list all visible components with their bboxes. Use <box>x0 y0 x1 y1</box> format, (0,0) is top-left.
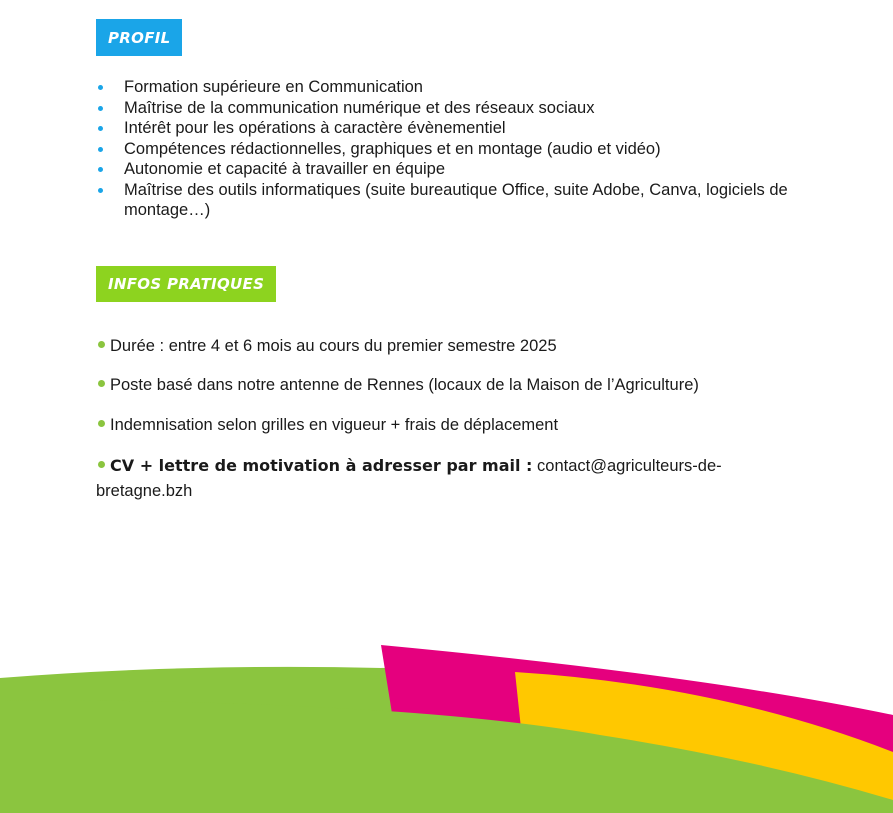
list-item <box>96 180 796 221</box>
infos-item-text: Indemnisation selon grilles en vigueur + frais de déplacement <box>110 416 559 434</box>
infos-item-cv <box>96 453 746 504</box>
bullet-icon <box>98 420 105 427</box>
list-item-text: Autonomie et capacité à travailler en équipe <box>124 160 446 178</box>
contact-email-link[interactable]: contact@agriculteurs-de-bretagne.bzh <box>96 457 722 500</box>
list-item-text: Maîtrise de la communication numérique et des réseaux sociaux <box>124 98 595 117</box>
infos-heading-text: INFOS PRATIQUES <box>108 275 265 293</box>
bullet-icon <box>98 126 103 131</box>
infos-item-poste <box>96 373 796 397</box>
bullet-icon <box>98 461 105 468</box>
decorative-waves <box>0 640 893 813</box>
profil-list <box>96 77 796 221</box>
bullet-icon <box>98 167 103 172</box>
list-item-text: Maîtrise des outils informatiques (suite bureautique Office, suite Adobe, Canva, logiciels de montage…) <box>124 180 788 219</box>
infos-item-indemnisation <box>96 413 796 437</box>
list-item <box>96 139 796 160</box>
profil-heading-text: PROFIL <box>108 28 171 47</box>
list-item-text: Intérêt pour les opérations à caractère évènementiel <box>124 119 506 137</box>
bullet-icon <box>98 147 103 152</box>
cv-label: CV + lettre de motivation à adresser par mail : <box>110 456 533 475</box>
list-item-text: Compétences rédactionnelles, graphiques et en montage (audio et vidéo) <box>124 139 661 158</box>
infos-heading <box>96 266 276 302</box>
infos-item-text: Durée : entre 4 et 6 mois au cours du premier semestre 2025 <box>110 337 557 355</box>
list-item <box>96 118 796 139</box>
bullet-icon <box>98 85 103 90</box>
profil-heading <box>96 19 182 56</box>
bullet-icon <box>98 188 103 193</box>
list-item <box>96 77 796 98</box>
infos-item-duree <box>96 334 796 358</box>
list-item <box>96 159 796 180</box>
bullet-icon <box>98 341 105 348</box>
bullet-icon <box>98 380 105 387</box>
list-item-text: Formation supérieure en Communication <box>124 78 423 96</box>
bullet-icon <box>98 106 103 111</box>
infos-item-text: Poste basé dans notre antenne de Rennes (locaux de la Maison de l’Agriculture) <box>110 376 699 394</box>
list-item <box>96 98 796 119</box>
